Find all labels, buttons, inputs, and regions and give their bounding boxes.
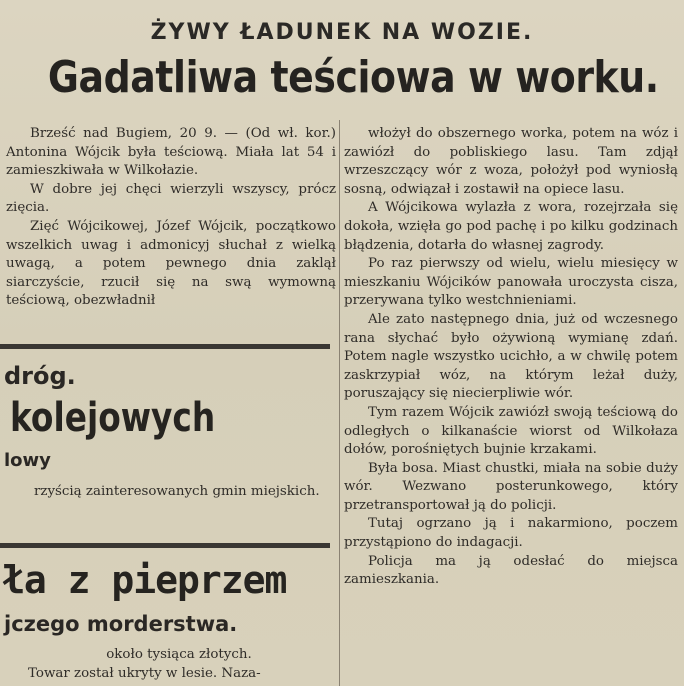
right-paragraph-1: włożył do obszernego worka, potem na wóz i zawiózł do pobliskiego lasu. Tam zdjął wrzeszczący wór z woza, położył pod wyniosłą sosną, odwiązał i zostawił na opiece lasu.	[344, 126, 678, 197]
section-rule-1	[0, 344, 330, 349]
article-left-column	[6, 125, 336, 311]
left-paragraph-3: Zięć Wójcikowej, Józef Wójcik, początkowo wszelkich uwag i admonicyj słuchał z wielką uwagą, a potem pewnego dnia zaklął siarczyście, rzucił się na swą wymowną teściową, obezwładnił	[6, 218, 336, 309]
left-paragraph-1: Brześć nad Bugiem, 20 9. — (Od wł. kor.) Antonina Wójcik była teściową. Miała lat 54 i zamieszkiwała w Wilkołazie.	[6, 126, 336, 179]
article-headline: Gadatliwa teściowa w worku.	[47, 52, 659, 103]
right-paragraph-8: Policja ma ją odesłać do miejsca zamieszkania.	[344, 553, 678, 588]
ad1-heading-large: kolejowych	[10, 395, 216, 441]
article-kicker: ŻYWY ŁADUNEK NA WOZIE.	[150, 20, 534, 45]
ad1-body-text: rzyścią zainteresowanych gmin miejskich.	[34, 484, 320, 499]
ad2-body-line-1: około tysiąca złotych.	[106, 647, 252, 662]
ad2-heading-large: ła z pieprzem	[2, 558, 287, 602]
right-paragraph-7: Tutaj ogrzano ją i nakarmiono, poczem przystąpiono do indagacji.	[344, 516, 678, 551]
right-paragraph-5: Tym razem Wójcik zawiózł swoją teściową do odległych o kilkanaście wiorst od Wilkołaza dołów, porośniętych bujnie krzakami.	[344, 404, 678, 458]
section-rule-2	[0, 543, 330, 548]
left-paragraph-2: W dobre jej chęci wierzyli wszyscy, prócz zięcia.	[6, 181, 336, 216]
article-right-column	[344, 125, 678, 590]
right-paragraph-6: Była bosa. Miast chustki, miała na sobie duży wór. Wezwano posterunkowego, który przetransportował ją do policji.	[344, 460, 678, 513]
ad1-body	[4, 483, 334, 502]
ad2-subheading: jczego morderstwa.	[4, 612, 238, 636]
right-paragraph-3: Po raz pierwszy od wielu, wielu miesięcy w mieszkaniu Wójcików panowała uroczysta cisza, przerywana tylko westchnieniami.	[344, 256, 678, 309]
right-paragraph-4: Ale zato następnego dnia, już od wczesnego rana słychać było ożywioną wymianę zdań. Potem nagle wszystko ucichło, a w chwilę potem zaskrzypiał wóz, na którym leżał duży, poruszający się niecierpliwie wór.	[344, 311, 678, 402]
ad1-heading-small: dróg.	[4, 362, 76, 390]
right-paragraph-2: A Wójcikowa wylazła z wora, rozejrzała się dokoła, wzięła go pod pachę i po kilku godzinach błądzenia, dotarła do własnej zagrody.	[344, 200, 678, 253]
ad1-subheading: lowy	[4, 450, 51, 471]
ad2-body-line-2: Towar został ukryty w lesie. Naza-	[28, 665, 261, 681]
ad2-body	[4, 646, 334, 683]
column-divider	[339, 120, 340, 686]
